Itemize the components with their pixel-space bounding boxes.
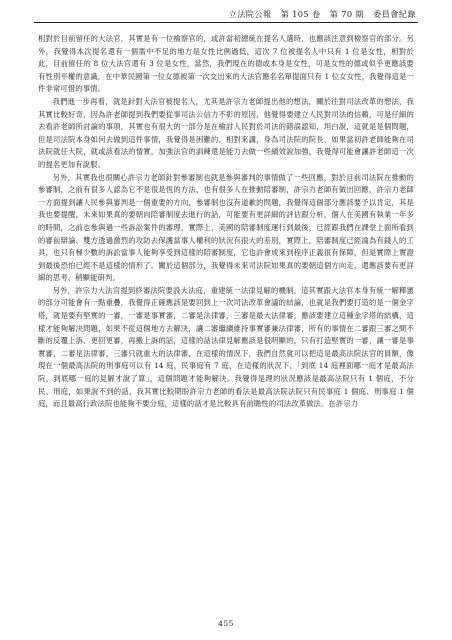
page-header (223, 9, 416, 20)
header-divider (34, 22, 418, 23)
issue-number: 第 70 期 (329, 9, 365, 19)
page-number: 455 (218, 619, 234, 628)
publication-name: 立法院公報 (228, 9, 272, 19)
paragraph: 另外，許宗力大法官提到終審法院要設大法庭，重建統一法律見解的機制，這其實跟大法官本身有統一解釋憲的部分可能會有一點重疊，我覺得正確應該是要回到上一次司法改革會議的結論，也就是我們要打造的是一個金字塔，就是要有堅實的一審，一審是事實審，二審是法律審，三審是最大法律審，應該要建立這種金字塔的結構，這樣才能夠解決問題，如果不從這個地方去解決，讓二審繼續維持事實審兼法律審，所有的事情在二審跟三審之間不斷的反覆上訴、更回更審，再搬上訴的話，這樣的話法律見解應該是很明顯的，只有打造堅實的一審，讓一審是事實審，二審是法律審，三審只就重大的法律審，在這樣的情況下，我們自然就可以把這是最高法院法官的員額，像現在一個最高法院的刑事庭可以有 14 庭，民事庭有 7 庭，在這樣的狀況下，「到底 14 庭裡面哪一庭才是最高法院，到底哪一庭的見解才說了算」，這個問題才能夠解決。我覺得是理的狀況應該是最高法院只有 1 個庭，不分民、刑庭，如果說不到的話，我其實比較期盼許宗力老師的看法是最高法院法院只有民事庭 1 個庭、刑事庭 1 個庭，而且最高行政法院也能夠不要分庭，這樣的話才是比較具有前瞻性的司法改革做法。在許宗力 (38, 285, 414, 409)
section-name: 委員會紀錄 (373, 9, 416, 19)
document-body (38, 33, 414, 411)
volume-number: 第 105 卷 (280, 9, 321, 19)
paragraph: 我們進一步再看，就是針對大法官被提名人，尤其是許宗力老師提出他的想法，關於往對司法改革的想法，我其實比較好奇，因為許老師提到我們要從事司法公信力不彰的原因，他覺得要建立人民對司法的信賴，可是仔細的去看許老師所討論的事項，其實也有很大的一部分是在檢討人民對於司法的錯誤認知，坦白說，這就是是個問題，但是司法院本身如何去做到這件事情，我覺得是困難的。相對來講，身為司法院的院長，如果當初許老師能夠在司法院就任大院，就或該看法的情實，加強法官的訓練還是能力去做一些績效說加強，我覺得可能會讓許老師這一次的提名更加有說服。 (38, 96, 414, 169)
paragraph: 另外，其實我也很關心許宗力老師針對參審制也就是參與審判的事情做了一些回應，對於目前司法院在推動的參審制，之前有很多人認為它不是很是恆的方法，也有很多人在推動陪審制，許宗力老師有做出回應，許宗力老師一方面提到讓人民參與審判是一個重要的方向，參審制也沒有道歉的問題，我覺得這個部分應該要予以肯定，其是我也要提醒，未來如果真的要朝向陪審制度去進行的話，可能要有更詳細的評估跟分析，個人在美國有執業一年多的時間，之前也參與過一些訴訟案件的審理，實際上，美國的陪審制度運行到最後，已經跟我們在課堂上面所看到的審前辯論、雙方透過激烈的攻防去保護當事人權利的狀況有很大的差別，實際上，陪審制度已經淪為有錢人的工具，也只有極少數的訴訟當事人能夠享受到這樣的陪審制度，它也許會成來到程序正義很有保障，但是實際上實證到最後恐怕已經不是這樣的情形了。關於這個部分，我覺得未來司法院如果真的要朝這個方向走，還應該要有更詳細的思考、稍顯能研判。 (38, 172, 414, 283)
paragraph: 相對於目前留任的大法官，其實是有一位檢察官的，或許當初總統在提名人選時，也應該注意到檢察官的部分。另外，我覺得本次提名還有一個需中不足的地方是女性比例過低，這次 7 位被提名人中只有 1 位是女性，相對於此，目前留任的 8 位大法官還有 3 位是女性，當然，我們現在的德或本身是女性，可是女性的德或似乎更應該要有性別平權的意識，在中華民國第一位女德被第一次交出來的大法官應名名單提面只有 1 位女女性，我覺得這是一件非常可惜的事情。 (38, 34, 414, 94)
